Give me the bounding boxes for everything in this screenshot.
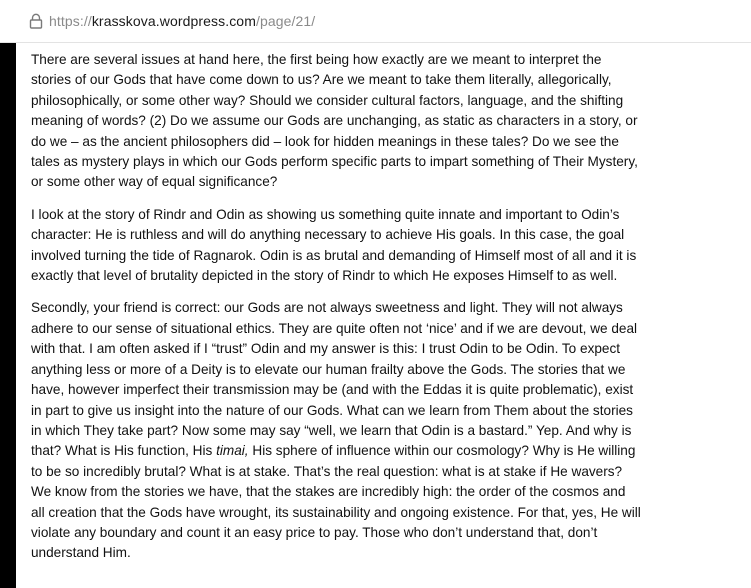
url-text[interactable] — [49, 12, 315, 30]
lock-icon[interactable] — [29, 13, 43, 29]
left-sidebar-strip — [0, 43, 16, 588]
article-body — [31, 50, 641, 576]
address-bar[interactable] — [0, 0, 751, 43]
paragraph-3-part-2: His sphere of influence within our cosmology? Why is He willing to be so incredibly brutal? What is at stake. That’s the real question: what is at stake if He wavers? We know from the stories we have, that the stakes are incredibly high: the order of the cosmos and all creation that the Gods have wrought, its sustainability and ongoing existence. For that, yes, He will violate any boundary and count it an easy price to pay. Those who don’t understand that, don’t understand Him. — [31, 443, 641, 561]
url-scheme: https:// — [49, 13, 92, 29]
url-path: /page/21/ — [255, 13, 316, 29]
paragraph-3 — [31, 298, 641, 563]
paragraph-2: I look at the story of Rindr and Odin as showing us something quite innate and important to Odin’s character: He is ruthless and will do anything necessary to achieve His goals. In this case, the goal involved turning the tide of Ragnarok. Odin is as brutal and demanding of Himself most of all and it is exactly that level of brutality depicted in the story of Rindr to which He exposes Himself to as well. — [31, 206, 637, 284]
timai-emphasis: timai, — [216, 443, 249, 459]
paragraph-1: There are several issues at hand here, the first being how exactly are we meant to interpret the stories of our Gods that have come down to us? Are we meant to take them literally, allegorically, philosophically, or some other way? Should we consider cultural factors, language, and the shifting meaning of words? (2) Do we assume our Gods are unchanging, as static as characters in a story, or do we – as the ancient philosophers did – look for hidden meanings in these tales? Do we see the tales as mystery plays in which our Gods perform specific parts to impart something of Their Mystery, or some other way of equal significance? — [31, 52, 638, 190]
url-host: krasskova.wordpress.com — [91, 13, 256, 29]
paragraph-3-part-1: Secondly, your friend is correct: our Gods are not always sweetness and light. They will not always adhere to our sense of situational ethics. They are quite often not ‘nice’ and if we are devout, we deal with that. I am often asked if I “trust” Odin and my answer is this: I trust Odin to be Odin. To expect anything less or more of a Deity is to elevate our human frailty above the Gods. The stories that we have, however imperfect their transmission may be (and with the Eddas it is quite problematic), exist in part to give us insight into the nature of our Gods. What can we learn from Them about the stories in which They take part? Now some may say “well, we learn that Odin is a bastard.” Yep. And why is that? What is His function, His — [31, 300, 638, 459]
